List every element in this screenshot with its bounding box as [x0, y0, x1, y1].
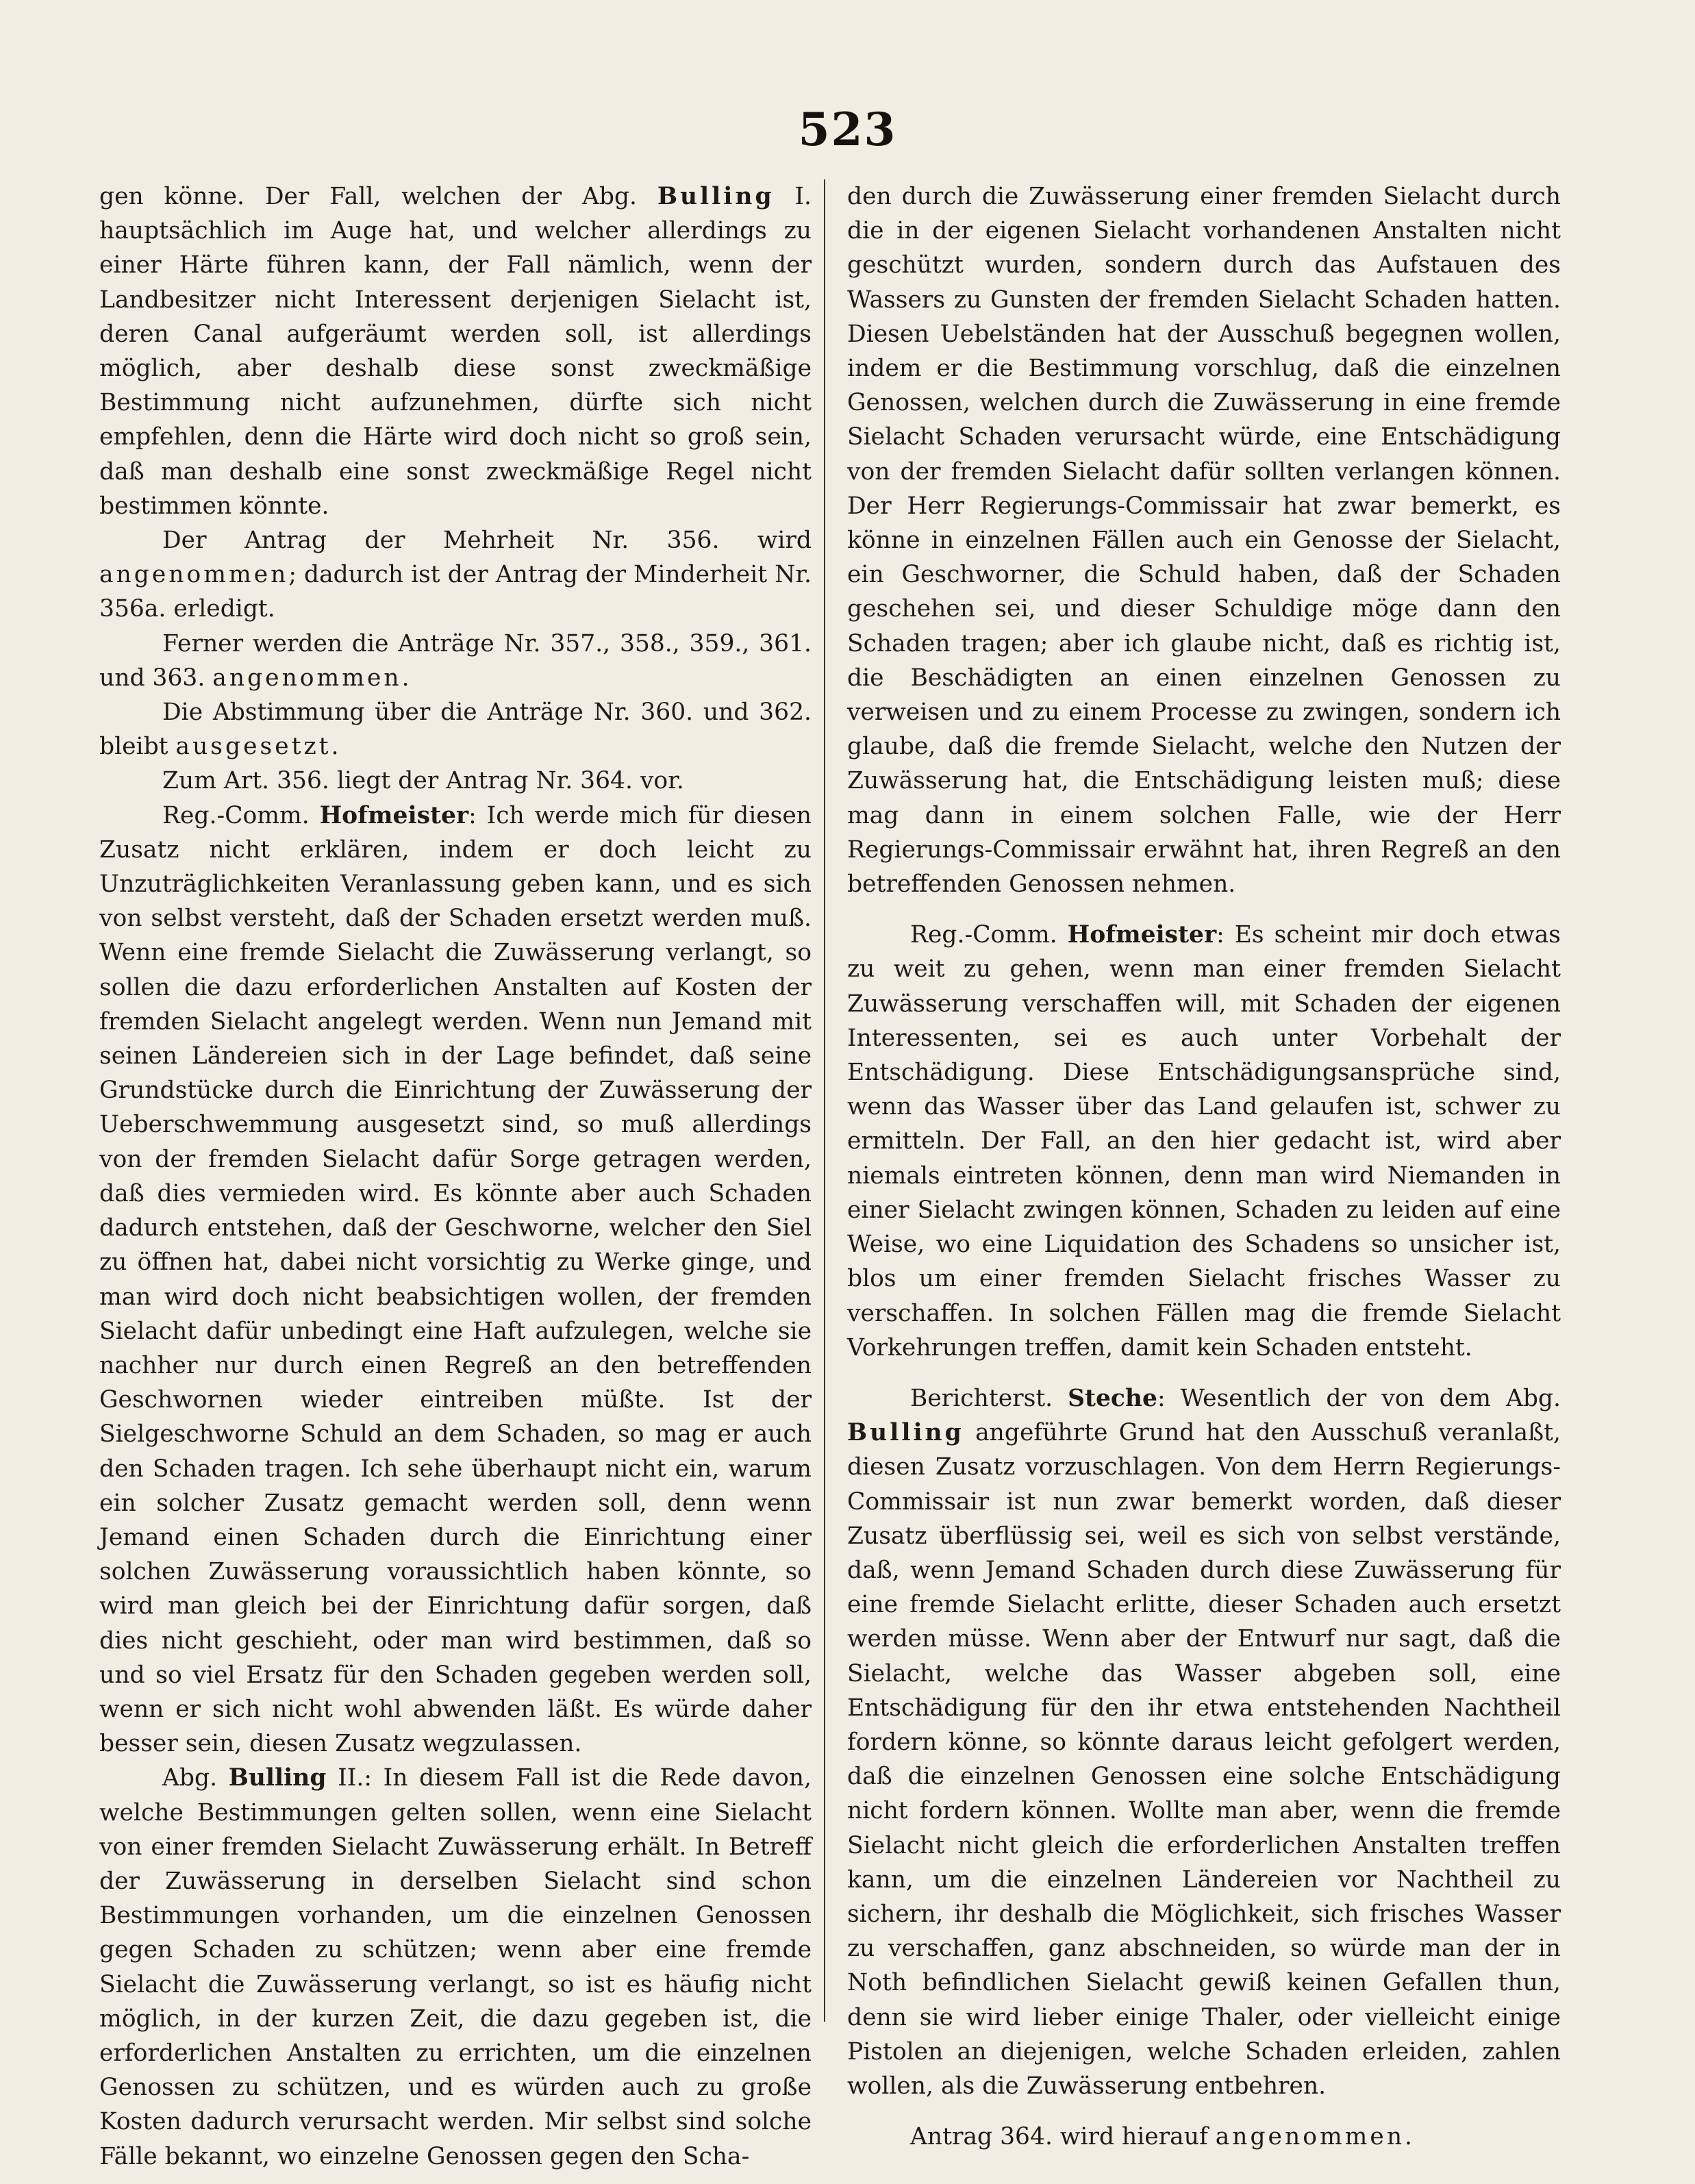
- emphasized-text: Steche: [1068, 1384, 1157, 1412]
- text-run: Berichterst.: [910, 1384, 1068, 1412]
- text-run: II.: In diesem Fall ist die Rede davon, welche Bestimmungen gelten sollen, wenn eine Sielacht von einer fremden Sielacht Zuwässerung erhält. In Betreff der Zuwässerung in derselben Sielacht sind schon Bestimmungen vorhanden, um die einzelnen Genossen gegen Schaden zu schützen; wenn aber eine fremde Sielacht die Zuwässerung verlangt, so ist es häufig nicht möglich, in der kurzen Zeit, die dazu gegeben ist, die erforderlichen Anstalten zu errichten, um die einzelnen Genossen zu schützen, und es würden auch zu große Kosten dadurch verursacht werden. Mir selbst sind solche Fälle bekannt, wo einzelne Genossen gegen den Scha-: [99, 1764, 812, 2170]
- emphasized-text: angenommen: [212, 664, 402, 692]
- text-run: Der Antrag der Mehrheit Nr. 356. wird: [162, 527, 812, 555]
- text-run: .: [1405, 2123, 1413, 2151]
- emphasized-text: Bulling: [228, 1764, 327, 1792]
- text-run: : Es scheint mir doch etwas zu weit zu gehen, wenn man einer fremden Sielacht Zuwässerung verschaffen will, mit Schaden der eigenen Interessenten, sei es auch unter Vorbehalt der Entschädigung. Diese Entschädigungsansprüche sind, wenn das Wasser über das Land gelaufen ist, schwer zu ermitteln. Der Fall, an den hier gedacht ist, wird aber niemals eintreten können, denn man wird Niemanden in einer Sielacht zwingen können, Schaden zu leiden auf eine Weise, wo eine Liquidation des Schadens so unsicher ist, blos um einer fremden Sielacht frisches Wasser zu verschaffen. In solchen Fällen mag die fremde Sielacht Vorkehrungen treffen, damit kein Schaden entsteht.: [847, 921, 1561, 1361]
- text-run: Die Abstimmung über die Anträge Nr. 360. und 362. bleibt: [99, 699, 812, 761]
- text-run: : Wesentlich der von dem Abg.: [1157, 1384, 1561, 1412]
- text-run: ; dadurch ist der Antrag der Minderheit Nr. 356a. erledigt.: [99, 561, 812, 623]
- text-run: I. hauptsächlich im Auge hat, und welcher allerdings zu einer Härte führen kann, der Fall nämlich, wenn der Landbesitzer nicht Interessent derjenigen Sielacht ist, deren Canal aufgeräumt werden soll, ist allerdings möglich, aber deshalb diese sonst zweckmäßige Bestimmung nicht aufzunehmen, dürfte sich nicht empfehlen, denn die Härte wird doch nicht so groß sein, daß man deshalb eine sonst zweckmäßige Regel nicht bestimmen könnte.: [99, 183, 812, 520]
- text-run: .: [401, 664, 410, 692]
- text-run: Antrag 364. wird hierauf: [910, 2123, 1216, 2151]
- text-run: angeführte Grund hat den Ausschuß veranlaßt, diesen Zusatz vorzuschlagen. Von dem Herrn Regierungs-Commissair ist nun zwar bemerkt worden, daß dieser Zusatz überflüssig sei, weil es sich von selbst verstände, daß, wenn Jemand Schaden durch diese Zuwässerung für eine fremde Sielacht erlitte, dieser Schaden auch ersetzt werden müsse. Wenn aber der Entwurf nur sagt, daß die Sielacht, welche das Wasser abgeben soll, eine Entschädigung für den ihr etwa entstehenden Nachtheil fordern könne, so könnte daraus leicht gefolgert werden, daß die einzelnen Genossen eine solche Entschädigung nicht fordern können. Wollte man aber, wenn die fremde Sielacht nicht gleich die erforderlichen Anstalten treffen kann, um die einzelnen Ländereien vor Nachtheil zu sichern, ihr deshalb die Möglichkeit, sich frisches Wasser zu verschaffen, ganz abschneiden, so würde man der in Noth befindlichen Sielacht gewiß keinen Gefallen thun, denn sie wird lieber einige Thaler, oder vielleicht einige Pistolen an diejenigen, welche Schaden erleiden, zahlen wollen, als die Zuwässerung entbehren.: [847, 1419, 1561, 2100]
- text-run: Reg.-Comm.: [162, 801, 320, 829]
- paragraph: [847, 2120, 1561, 2154]
- text-run: .: [331, 733, 339, 761]
- text-run: den durch die Zuwässerung einer fremden Sielacht durch die in der eigenen Sielacht vorhandenen Anstalten nicht geschützt wurden, sondern durch das Aufstauen des Wassers zu Gunsten der fremden Sielacht Schaden hatten. Diesen Uebelständen hat der Ausschuß begegnen wollen, indem er die Bestimmung vorschlug, daß die einzelnen Genossen, welchen durch die Zuwässerung in eine fremde Sielacht Schaden verursacht würde, eine Entschädigung von der fremden Sielacht dafür sollten verlangen können. Der Herr Regierungs-Commissair hat zwar bemerkt, es könne in einzelnen Fällen auch ein Genosse der Sielacht, ein Geschworner, die Schuld haben, daß der Schaden geschehen sei, und dieser Schuldige möge dann den Schaden tragen; aber ich glaube nicht, daß es richtig ist, die Beschädigten an einen einzelnen Genossen zu verweisen und zu einem Processe zu zwingen, sondern ich glaube, daß die fremde Sielacht, welche den Nutzen der Zuwässerung hat, die Entschädigung leisten muß; diese mag dann in einem solchen Falle, wie der Herr Regierungs-Commissair erwähnt hat, ihren Regreß an den betreffenden Genossen nehmen.: [847, 183, 1561, 899]
- paragraph: [99, 695, 812, 764]
- page-number: 523: [798, 103, 897, 156]
- emphasized-text: angenommen: [1215, 2123, 1405, 2151]
- text-run: Abg.: [162, 1764, 229, 1792]
- text-run: : Ich werde mich für diesen Zusatz nicht erklären, indem er doch leicht zu Unzuträglichkeiten Veranlassung geben kann, und es sich von selbst versteht, daß der Schaden ersetzt werden muß. Wenn eine fremde Sielacht die Zuwässerung verlangt, so sollen die dazu erforderlichen Anstalten auf Kosten der fremden Sielacht angelegt werden. Wenn nun Jemand mit seinen Ländereien sich in der Lage befindet, daß seine Grundstücke durch die Einrichtung der Zuwässerung der Ueberschwemmung ausgesetzt sind, so muß allerdings von der fremden Sielacht dafür Sorge getragen werden, daß dies vermieden wird. Es könnte aber auch Schaden dadurch entstehen, daß der Geschworne, welcher den Siel zu öffnen hat, dabei nicht vorsichtig zu Werke ginge, und man wird doch nicht beabsichtigen wollen, der fremden Sielacht dafür unbedingt eine Haft aufzulegen, welche sie nachher nur durch einen Regreß an den betreffenden Geschwornen wieder eintreiben müßte. Ist der Sielgeschworne Schuld an dem Schaden, so mag er auch den Schaden tragen. Ich sehe überhaupt nicht ein, warum ein solcher Zusatz gemacht werden soll, denn wenn Jemand einen Schaden durch die Einrichtung einer solchen Zuwässerung voraussichtlich haben könnte, so wird man gleich bei der Einrichtung dafür sorgen, daß dies nicht geschieht, oder man wird bestimmen, daß so und so viel Ersatz für den Schaden gegeben werden soll, wenn er sich nicht wohl abwenden läßt. Es würde daher besser sein, diesen Zusatz wegzulassen.: [99, 801, 812, 1758]
- emphasized-text: Hofmeister: [1067, 921, 1217, 949]
- paragraph: [847, 918, 1561, 1365]
- paragraph: [99, 627, 812, 695]
- paragraph: [99, 179, 812, 523]
- text-run: Ferner werden die Anträge Nr. 357., 358., 359., 361. und 363.: [99, 629, 812, 692]
- paragraph: [99, 1761, 812, 2173]
- right-column: [847, 179, 1561, 2154]
- emphasized-text: Bulling: [657, 183, 775, 210]
- emphasized-text: ausgesetzt: [175, 733, 331, 761]
- paragraph: [99, 764, 812, 798]
- emphasized-text: angenommen: [99, 561, 289, 589]
- column-divider: [824, 179, 825, 2022]
- left-column: [99, 179, 812, 2174]
- text-run: Reg.-Comm.: [910, 921, 1068, 949]
- paragraph: [99, 799, 812, 1761]
- emphasized-text: Bulling: [847, 1419, 964, 1447]
- text-run: gen könne. Der Fall, welchen der Abg.: [99, 183, 657, 210]
- text-run: Zum Art. 356. liegt der Antrag Nr. 364. vor.: [162, 767, 684, 795]
- paragraph: [847, 1381, 1561, 2103]
- paragraph: [847, 179, 1561, 901]
- emphasized-text: Hofmeister: [319, 801, 469, 829]
- paragraph: [99, 523, 812, 627]
